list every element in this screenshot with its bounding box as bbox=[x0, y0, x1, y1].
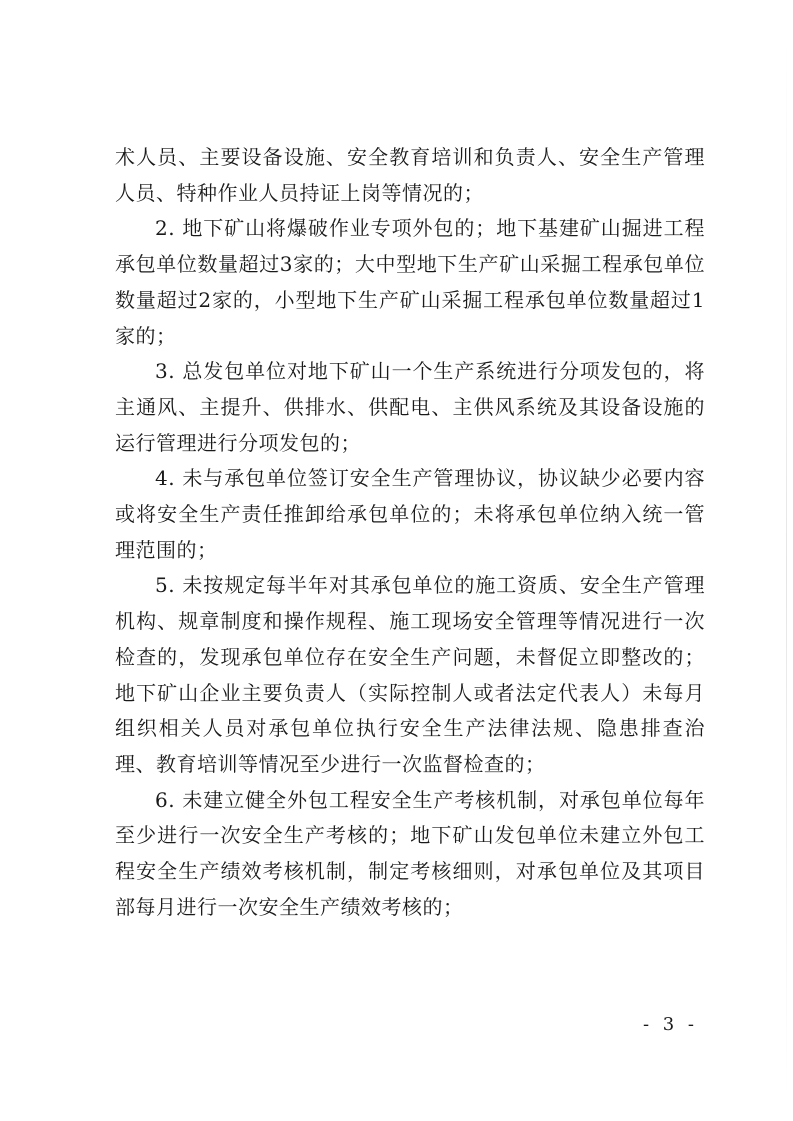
paragraph-item-6: 6. 未建立健全外包工程安全生产考核机制，对承包单位每年至少进行一次安全生产考核的；地下矿山发包单位未建立外包工程安全生产绩效考核机制，制定考核细则，对承包单位及其项目部每月进行一次安全生产绩效考核的； bbox=[115, 787, 705, 919]
paragraph-item-5: 5. 未按规定每半年对其承包单位的施工资质、安全生产管理机构、规章制度和操作规程、施工现场安全管理等情况进行一次检查的，发现承包单位存在安全生产问题，未督促立即整改的；地下矿山企业主要负责人（实际控制人或者法定代表人）未每月组织相关人员对承包单位执行安全生产法律法规、隐患排查治理、教育培训等情况至少进行一次监督检查的； bbox=[115, 573, 705, 776]
paragraph-continued: 术人员、主要设备设施、安全教育培训和负责人、安全生产管理人员、特种作业人员持证上岗等情况的； bbox=[115, 145, 705, 205]
paragraph-item-2: 2. 地下矿山将爆破作业专项外包的；地下基建矿山掘进工程承包单位数量超过3家的；大中型地下生产矿山采掘工程承包单位数量超过2家的，小型地下生产矿山采掘工程承包单位数量超过1家的； bbox=[115, 216, 705, 348]
paragraph-item-4: 4. 未与承包单位签订安全生产管理协议，协议缺少必要内容或将安全生产责任推卸给承包单位的；未将承包单位纳入统一管理范围的； bbox=[115, 466, 705, 562]
paragraph-item-3: 3. 总发包单位对地下矿山一个生产系统进行分项发包的，将主通风、主提升、供排水、供配电、主供风系统及其设备设施的运行管理进行分项发包的； bbox=[115, 359, 705, 455]
document-body bbox=[115, 140, 705, 925]
page-number: - 3 - bbox=[642, 1014, 698, 1035]
scan-edge-line bbox=[786, 40, 787, 1100]
